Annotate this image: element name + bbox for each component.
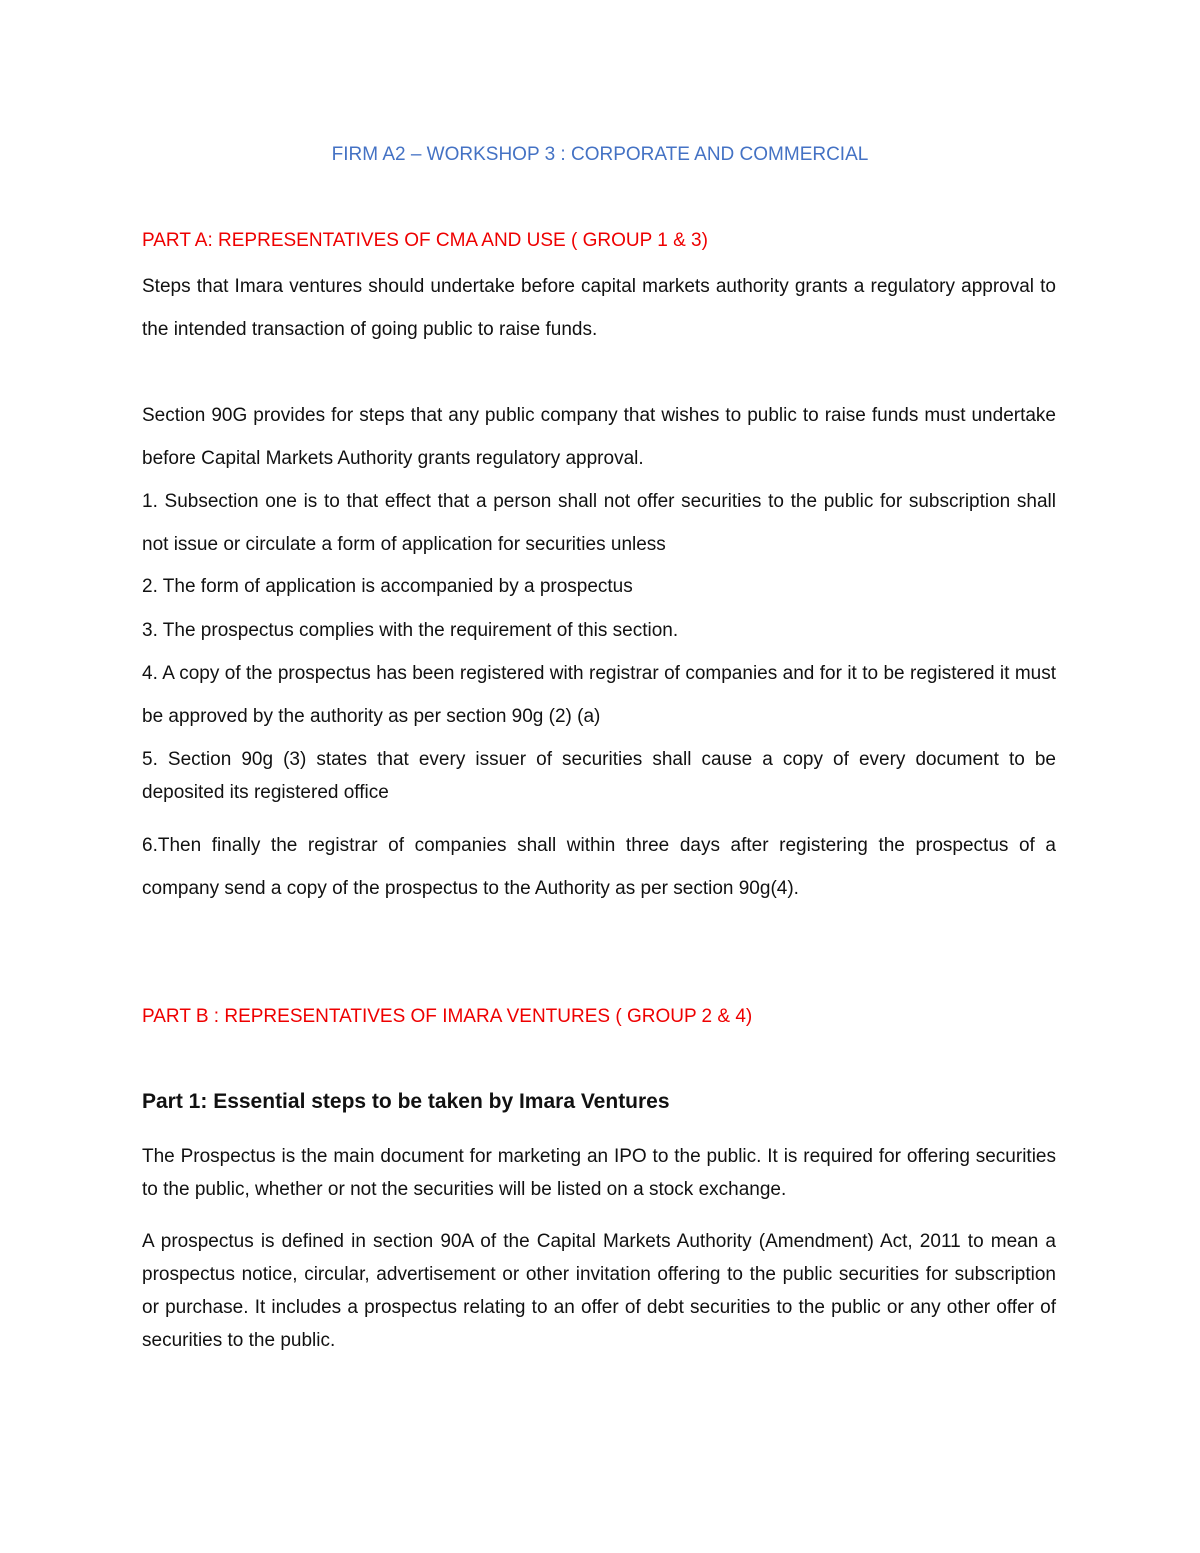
step-5: 5. Section 90g (3) states that every issuer of securities shall cause a copy of every document to be deposited its registered office bbox=[142, 749, 1056, 803]
step-2: 2. The form of application is accompanied by a prospectus bbox=[142, 576, 633, 597]
part-a-heading: PART A: REPRESENTATIVES OF CMA AND USE ( GROUP 1 & 3) bbox=[142, 230, 708, 251]
part-a-intro: Steps that Imara ventures should undertake before capital markets authority grants a regulatory approval to the intended transaction of going public to raise funds. bbox=[142, 276, 1056, 340]
part-1-heading: Part 1: Essential steps to be taken by Imara Ventures bbox=[142, 1090, 670, 1113]
prospectus-definition-paragraph: A prospectus is defined in section 90A of the Capital Markets Authority (Amendment) Act, 2011 to mean a prospectus notice, circular, advertisement or other invitation offering to the public securities for subscription or purchase. It includes a prospectus relating to an offer of debt securities to the public or any other offer of securities to the public. bbox=[142, 1231, 1056, 1351]
document-title: FIRM A2 – WORKSHOP 3 : CORPORATE AND COMMERCIAL bbox=[331, 144, 869, 165]
step-3: 3. The prospectus complies with the requirement of this section. bbox=[142, 620, 679, 641]
part-b-heading: PART B : REPRESENTATIVES OF IMARA VENTURES ( GROUP 2 & 4) bbox=[142, 1006, 753, 1027]
step-4: 4. A copy of the prospectus has been registered with registrar of companies and for it to be registered it must be approved by the authority as per section 90g (2) (a) bbox=[142, 663, 1056, 727]
step-1: 1. Subsection one is to that effect that a person shall not offer securities to the public for subscription shall not issue or circulate a form of application for securities unless bbox=[142, 491, 1056, 555]
section-90g-paragraph: Section 90G provides for steps that any public company that wishes to public to raise funds must undertake before Capital Markets Authority grants regulatory approval. bbox=[142, 405, 1056, 469]
prospectus-paragraph: The Prospectus is the main document for marketing an IPO to the public. It is required for offering securities to the public, whether or not the securities will be listed on a stock exchange. bbox=[142, 1146, 1056, 1200]
step-6: 6.Then finally the registrar of companies shall within three days after registering the prospectus of a company send a copy of the prospectus to the Authority as per section 90g(4). bbox=[142, 835, 1056, 899]
